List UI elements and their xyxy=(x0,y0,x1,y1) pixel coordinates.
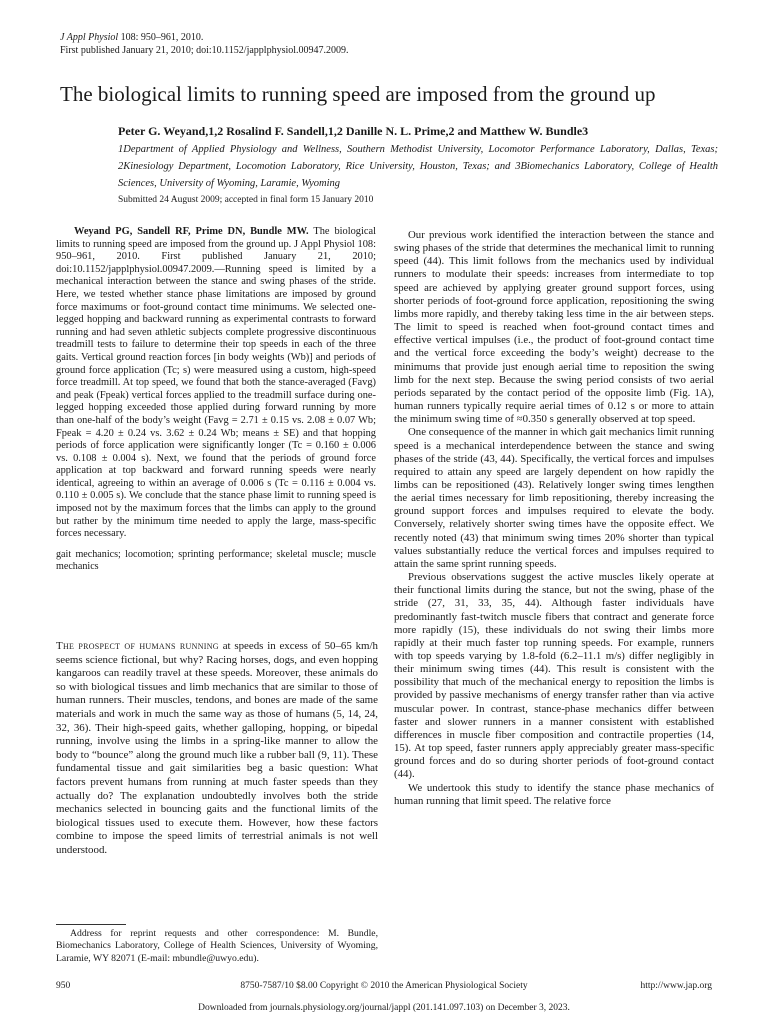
right-paragraph-4: We undertook this study to identify the stance phase mechanics of human running that limit speed. The relative force xyxy=(394,781,714,807)
article-title: The biological limits to running speed are imposed from the ground up xyxy=(60,82,656,106)
introduction xyxy=(56,640,378,858)
keywords: gait mechanics; locomotion; sprinting performance; skeletal muscle; muscle mechanics xyxy=(56,548,376,573)
right-paragraph-3: Previous observations suggest the active muscles likely operate at their functional limits during the stance, but not the swing, phase of the stride (27, 31, 33, 35, 44). Although faster individuals have predominantly fast-twitch muscle fibers that contract and generate force more rapidly (15), these individuals do not swing their limbs more rapidly at their much faster top running speeds. For example, runners with top speeds varying by 1.8-fold (6.2–11.1 m/s) differ negligibly in their minimum swing times (44). This result is consistent with the possibility that much of the mechanical energy to reposition the limbs is provided by passive mechanisms of energy transfer rather than via active muscular power. In contrast, stance-phase mechanics differ between faster and slower runners in a manner consistent with established differences in muscle fiber composition and contractile properties (14, 15). At top speed, faster runners apply appreciably greater mass-specific ground forces and do so during shorter periods of foot-ground contact (44). xyxy=(394,571,714,781)
citation-line xyxy=(60,31,349,44)
journal-url: http://www.jap.org xyxy=(640,981,712,991)
author-list: Peter G. Weyand,1,2 Rosalind F. Sandell,1,2 Danille N. L. Prime,2 and Matthew W. Bundle3 xyxy=(118,124,589,138)
footnote-divider xyxy=(56,924,126,925)
abstract-paragraph xyxy=(56,226,376,541)
intro-lead: The prospect of humans running xyxy=(56,640,219,652)
footnote-text: Address for reprint requests and other correspondence: M. Bundle, Biomechanics Laboratory, College of Health Sciences, University of Wyoming, Laramie, WY 82071 (E-mail: mbundle@uwyo.edu). xyxy=(56,928,378,964)
submission-dates: Submitted 24 August 2009; accepted in final form 15 January 2010 xyxy=(118,195,374,205)
intro-text: at speeds in excess of 50–65 km/h seems science fictional, but why? Racing horses, dogs, and even hopping kangaroos can readily travel at these speeds. Moreover, these animals do so with biological tissues and limb mechanics that are similar to those of human runners. Their muscles, tendons, and bones are made of the same materials and work in much the same way as those of humans (5, 14, 24, 32, 36). Their high-speed gaits, whether galloping, hopping, or bipedal running, involve using the limbs in a spring-like manner to allow the body to “bounce” along the ground much like a rubber ball (9, 11). These fundamental tissue and gait similarities beg a basic question: What factors prevent humans from running at much faster speeds than they actually do? The explanation undoubtedly involves both the stride mechanics selected in bouncing gaits and the functional limits of the biological tissues used to execute them. However, how these factors combine to impose the speed limits of terrestrial animals is not well understood. xyxy=(56,640,378,856)
abstract-lead: Weyand PG, Sandell RF, Prime DN, Bundle MW. xyxy=(74,226,309,237)
citation-rest: 108: 950–961, 2010. xyxy=(118,32,204,43)
page-number: 950 xyxy=(56,981,71,991)
right-paragraph-2: One consequence of the manner in which gait mechanics limit running speed is a mechanical interdependence between the stance and swing phases of the stride (43, 44). Specifically, the vertical forces and impulses required to attain any speed are largely dependent on how rapidly the limbs can be repositioned (43). Relatively longer swing times lengthen the aerial times necessary for limb repositioning, thereby increasing the ground support forces and impulses required to elevate the body. Conversely, relatively shorter swing times have the opposite effect. We recently noted (43) that minimum swing times 20% shorter than typical values substantially reduce the vertical forces and impulses required to attain the same sprint running speeds. xyxy=(394,426,714,570)
affiliations: 1Department of Applied Physiology and Wellness, Southern Methodist University, Locomotor Performance Laboratory, Dallas, Texas; 2Kinesiology Department, Locomotion Laboratory, Rice University, Houston, Texas; and 3Biomechanics Laboratory, College of Health Sciences, University of Wyoming, Laramie, Wyoming xyxy=(118,144,718,189)
abstract xyxy=(56,226,376,574)
journal-header xyxy=(60,31,349,57)
correspondence-footnote xyxy=(56,928,378,965)
published-line: First published January 21, 2010; doi:10.1152/japplphysiol.00947.2009. xyxy=(60,45,349,56)
right-column xyxy=(394,229,714,808)
right-paragraph-1: Our previous work identified the interaction between the stance and swing phases of the stride that determines the mechanical limit to running speed (44). This limit follows from the mechanics used by individual runners to modulate their speeds: increases from intermediate to top speed are achieved by applying greater ground support forces, using shorter periods of foot-ground force application, repositioning the swing limbs more rapidly, and thereby taking less time in the air between steps. The limit to speed is reached when foot-ground contact times and effective vertical impulses (i.e., the product of foot-ground contact time and the vertical force exceeding the body’s weight) decrease to the minimums that provide just enough aerial time to reposition the swing limb for the next step. Because the swing period consists of two aerial periods separated by the contact period of the opposite limb (Fig. 1A), human runners typically require aerial times of 0.12 s or more to attain the minimum swing time of ≈0.350 s generally observed at top speed. xyxy=(394,229,714,426)
intro-paragraph xyxy=(56,640,378,858)
copyright-line: 8750-7587/10 $8.00 Copyright © 2010 the American Physiological Society xyxy=(240,981,528,991)
journal-name: J Appl Physiol xyxy=(60,32,119,43)
abstract-text: The biological limits to running speed are imposed from the ground up. J Appl Physiol 108: 950–961, 2010. First published January 21, 2010; doi:10.1152/japplphysiol.00947.2009.—Running speed is limited by a mechanical interaction between the stance and swing phases of the stride. Here, we tested whether stance phase limitations are imposed by ground force maximums or foot-ground contact time minimums. We selected one-legged hopping and backward running as experimental contrasts to forward running and had seven athletic subjects complete progressive discontinuous treadmill tests to failure to determine their top speeds in each of the three gaits. Vertical ground reaction forces [in body weights (Wb)] and periods of ground force application (Tc; s) were measured using a custom, high-speed force treadmill. At top speed, we found that both the stance-averaged (Favg) and peak (Fpeak) vertical forces applied to the treadmill surface during one-legged hopping exceeded those applied during forward running by more than one-half of the body’s weight (Favg = 2.71 ± 0.15 vs. 2.08 ± 0.07 Wb; Fpeak = 4.20 ± 0.24 vs. 3.62 ± 0.24 Wb; means ± SE) and that hopping periods of force application were significantly longer (Tc = 0.160 ± 0.006 vs. 0.108 ± 0.004 s). Next, we found that the periods of ground force application at top backward and forward running speeds were nearly identical, agreeing to within an average of 0.006 s (Tc = 0.116 ± 0.004 vs. 0.110 ± 0.005 s). We conclude that the stance phase limit to running speed is imposed not by the maximum forces that the limbs can apply to the ground but rather by the minimum time needed to apply the large, mass-specific forces necessary. xyxy=(56,226,376,540)
download-notice: Downloaded from journals.physiology.org/journal/jappl (201.141.097.103) on December 3, 2023. xyxy=(198,1003,570,1013)
